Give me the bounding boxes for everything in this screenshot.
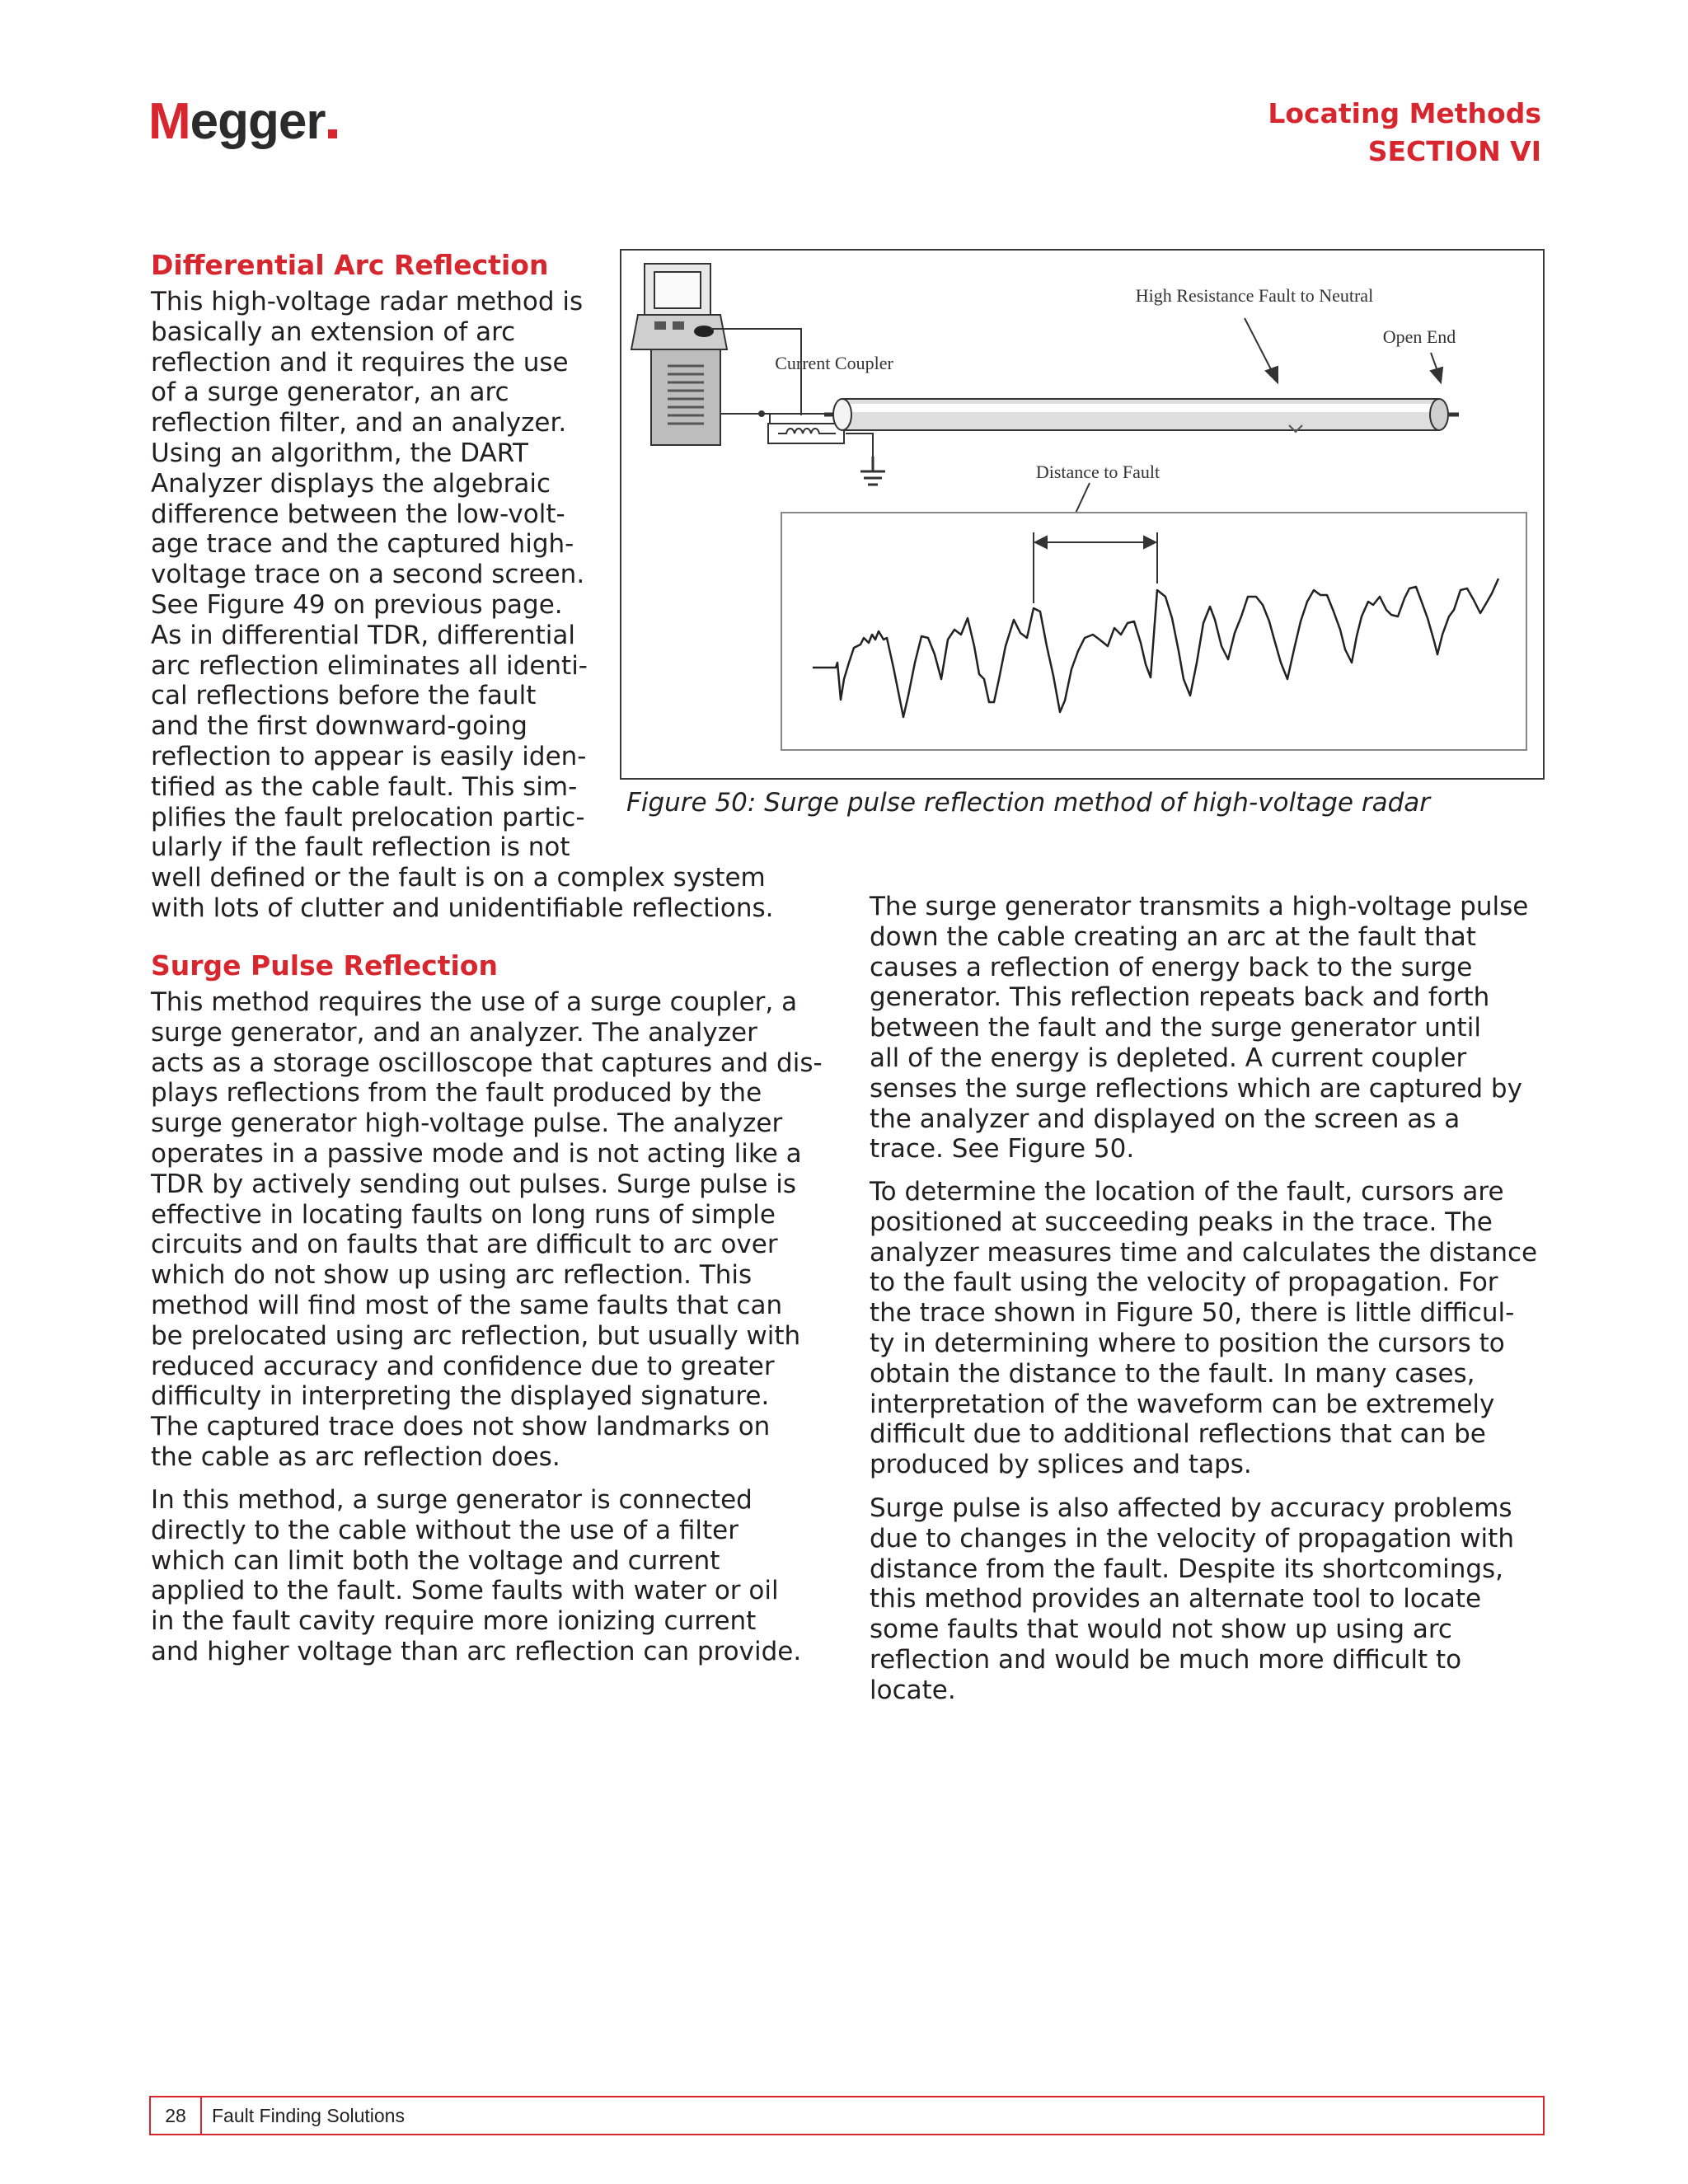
surge-pulse-paragraph-2 (151, 1485, 801, 1667)
text-line: the cable as arc reflection does. (151, 1441, 560, 1472)
text-line: The surge generator transmits a high-voltage pulse (870, 892, 1529, 921)
text-line: effective in locating faults on long runs of simple (151, 1199, 776, 1230)
text-line: acts as a storage oscilloscope that captures and dis- (151, 1047, 823, 1078)
text-line: Analyzer displays the algebraic (151, 468, 551, 499)
text-line: circuits and on faults that are difficult to arc over (151, 1230, 778, 1260)
label-distance-to-fault: Distance to Fault (1035, 462, 1160, 482)
right-column-paragraph-1 (870, 892, 1528, 1165)
text-line: difficulty in interpreting the displayed signature. (151, 1381, 770, 1412)
surge-pulse-paragraph-1 (151, 987, 823, 1473)
text-line: reflection and would be much more difficult to (870, 1644, 1462, 1675)
figure-50-diagram (621, 251, 1543, 778)
text-line: This method requires the use of a surge coupler, a (151, 987, 798, 1017)
right-column-paragraph-3 (870, 1493, 1514, 1706)
text-line: directly to the cable without the use of a filter (151, 1515, 738, 1545)
text-line: As in differential TDR, differential (151, 620, 575, 650)
text-line: TDR by actively sending out pulses. Surge pulse is (151, 1169, 797, 1199)
text-line: reflection filter, and an analyzer. (151, 408, 567, 438)
text-line: to the fault using the velocity of propagation. For (870, 1268, 1498, 1298)
text-line: which can limit both the voltage and current (151, 1545, 720, 1576)
text-line: obtain the distance to the fault. In many cases, (870, 1358, 1475, 1389)
text-line: down the cable creating an arc at the fault that (870, 921, 1476, 952)
text-line: ularly if the fault reflection is not (151, 832, 570, 863)
text-line: with lots of clutter and unidentifiable reflections. (151, 893, 774, 923)
current-coupler-icon (768, 424, 844, 443)
page-footer (149, 2096, 1545, 2135)
page-number: 28 (151, 2097, 202, 2134)
text-line: difference between the low-volt- (151, 499, 565, 529)
text-line: all of the energy is depleted. A current coupler (870, 1043, 1467, 1073)
megger-logo: Megger (148, 92, 337, 151)
fault-arrow (1245, 318, 1273, 373)
text-line: locate. (870, 1675, 956, 1705)
text-line: the trace shown in Figure 50, there is little difficul- (870, 1298, 1515, 1329)
text-line: senses the surge reflections which are captured by (870, 1073, 1522, 1104)
text-line: tified as the cable fault. This sim- (151, 771, 578, 802)
text-line: distance from the fault. Despite its shortcomings, (870, 1554, 1504, 1584)
text-line: In this method, a surge generator is connected (151, 1485, 753, 1515)
label-open-end: Open End (1382, 326, 1456, 347)
text-line: reduced accuracy and confidence due to greater (151, 1351, 775, 1381)
figure-50 (620, 249, 1545, 780)
text-line: age trace and the captured high- (151, 529, 574, 560)
text-line: trace. See Figure 50. (870, 1134, 1135, 1165)
cable-icon (824, 399, 1459, 432)
open-end-arrow (1431, 353, 1437, 371)
text-line: voltage trace on a second screen. (151, 560, 585, 590)
text-line: To determine the location of the fault, cursors are (870, 1177, 1504, 1207)
text-line: See Figure 49 on previous page. (151, 589, 563, 620)
text-line: which do not show up using arc reflection. This (151, 1260, 753, 1291)
section-number: SECTION VI (1367, 135, 1541, 167)
text-line: the analyzer and displayed on the screen as a (870, 1104, 1461, 1134)
text-line: produced by splices and taps. (870, 1450, 1252, 1480)
text-line: ty in determining where to position the cursors to (870, 1328, 1505, 1358)
right-column-paragraph-2 (870, 1177, 1537, 1480)
label-high-resistance-fault: High Resistance Fault to Neutral (1135, 285, 1374, 306)
text-line: The captured trace does not show landmarks on (151, 1412, 771, 1442)
text-line: this method provides an alternate tool to locate (870, 1584, 1482, 1615)
text-line: operates in a passive mode and is not acting like a (151, 1138, 802, 1169)
text-line: causes a reflection of energy back to the surge (870, 952, 1473, 982)
footer-title: Fault Finding Solutions (212, 2104, 405, 2126)
text-line: method will find most of the same faults that can (151, 1290, 783, 1320)
text-line: of a surge generator, an arc (151, 377, 509, 408)
text-line: This high-voltage radar method is (151, 287, 584, 316)
text-line: difficult due to additional reflections that can be (870, 1419, 1486, 1450)
text-line: applied to the fault. Some faults with water or oil (151, 1576, 779, 1606)
text-line: between the fault and the surge generator until (870, 1013, 1481, 1043)
text-line: surge generator high-voltage pulse. The analyzer (151, 1108, 783, 1139)
ground-icon (860, 457, 885, 485)
junction-dot (758, 410, 765, 417)
text-line: arc reflection eliminates all identi- (151, 650, 588, 681)
heading-surge-pulse-reflection: Surge Pulse Reflection (151, 949, 498, 982)
text-line: surge generator, and an analyzer. The analyzer (151, 1017, 757, 1047)
text-line: generator. This reflection repeats back and forth (870, 982, 1490, 1013)
heading-differential-arc-reflection: Differential Arc Reflection (151, 249, 549, 281)
analyzer-console-icon (631, 264, 727, 445)
text-line: and higher voltage than arc reflection can provide. (151, 1636, 802, 1666)
label-current-coupler: Current Coupler (775, 353, 893, 373)
figure-50-caption: Figure 50: Surge pulse reflection method of high-voltage radar (626, 788, 1430, 818)
text-line: cal reflections before the fault (151, 681, 537, 711)
text-line: interpretation of the waveform can be extremely (870, 1389, 1495, 1419)
text-line: reflection and it requires the use (151, 347, 569, 377)
text-line: plifies the fault prelocation partic- (151, 802, 585, 832)
text-line: some faults that would not show up using arc (870, 1615, 1452, 1645)
text-line: be prelocated using arc reflection, but usually with (151, 1320, 801, 1351)
text-line: positioned at succeeding peaks in the trace. The (870, 1207, 1493, 1237)
section-title: Locating Methods (1268, 97, 1541, 129)
text-line: plays reflections from the fault produced by the (151, 1078, 762, 1108)
text-line: Using an algorithm, the DART (151, 438, 528, 468)
text-line: reflection to appear is easily iden- (151, 741, 587, 771)
text-line: in the fault cavity require more ionizing current (151, 1606, 757, 1637)
text-line: and the first downward-going (151, 711, 528, 742)
text-line: Surge pulse is also affected by accuracy problems (870, 1493, 1512, 1523)
text-line: analyzer measures time and calculates the distance (870, 1237, 1538, 1268)
text-line: well defined or the fault is on a complex system (151, 863, 766, 893)
text-line: due to changes in the velocity of propagation with (870, 1523, 1514, 1554)
text-line: basically an extension of arc (151, 316, 516, 347)
